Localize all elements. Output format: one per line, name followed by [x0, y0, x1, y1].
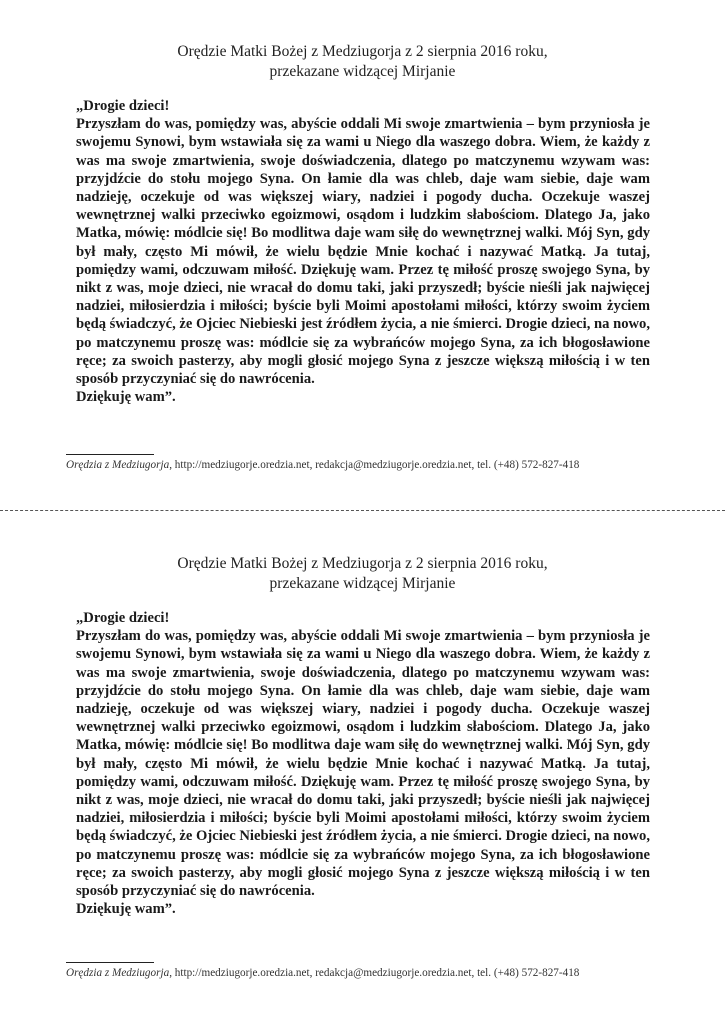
page-title: [0, 554, 725, 594]
footnote-source: Orędzia z Medziugorja: [66, 459, 170, 471]
footnote: [66, 458, 579, 472]
footnote-divider: [66, 454, 154, 455]
title-line-2: przekazane widzącej Mirjanie: [269, 575, 456, 592]
message-closing: Dziękuję wam”.: [76, 901, 176, 918]
footnote-source: Orędzia z Medziugorja: [66, 967, 170, 979]
message-greeting: „Drogie dzieci!: [76, 98, 170, 114]
leaflet-top: [0, 0, 725, 511]
cut-line-divider: [0, 510, 725, 511]
title-line-1: Orędzie Matki Bożej z Medziugorja z 2 sierpnia 2016 roku,: [177, 43, 548, 60]
page-title: [0, 42, 725, 82]
message-body: Przyszłam do was, pomiędzy was, abyście oddali Mi swoje zmartwienia – bym przyniosła je swojemu Synowi, bym wstawiała się za wami u Niego dla waszego dobra. Wiem, że każdy z was ma swoje zmartwienia, swoje doświadczenia, dlatego po matczynemu wzywam was: przyjdźcie do stołu mojego Syna. On łamie dla was chleb, daje wam siebie, daje wam nadzieję, oczekuje od was większej wiary, nadziei i pogody ducha. Oczekuje waszej wewnętrznej walki przeciwko egoizmowi, osądom i ludzkim słabościom. Dlatego Ja, jako Matka, mówię: módlcie się! Bo modlitwa daje wam siłę do wewnętrznej walki. Mój Syn, gdy był mały, często Mi mówił, że wielu będzie Mnie kochać i nazywać Matką. Ja tutaj, pomiędzy wami, odczuwam miłość. Dziękuję wam. Przez tę miłość proszę swojego Syna, by nikt z was, moje dzieci, nie wracał do domu taki, jaki przyszedł; byście nieśli jak najwięcej nadziei, miłosierdzia i miłości; byście byli Moimi apostołami miłości, którzy swoim życiem będą świadczyć, że Ojciec Niebieski jest źródłem życia, a nie śmierci. Drogie dzieci, na nowo, po matczynemu proszę was: módlcie się za wybrańców mojego Syna, za ich błogosławione ręce; za swoich pasterzy, aby mogli głosić mojego Syna z jeszcze większą miłością i w ten sposób przyczyniać się do nawrócenia.: [76, 116, 650, 388]
message-text: [76, 97, 650, 406]
footnote-contact: , http://medziugorje.oredzia.net, redakcja@medziugorje.oredzia.net, tel. (+48) 572-827-418: [169, 967, 580, 979]
message-greeting: „Drogie dzieci!: [76, 610, 170, 626]
footnote-contact: , http://medziugorje.oredzia.net, redakcja@medziugorje.oredzia.net, tel. (+48) 572-827-418: [169, 459, 580, 471]
message-body: Przyszłam do was, pomiędzy was, abyście oddali Mi swoje zmartwienia – bym przyniosła je swojemu Synowi, bym wstawiała się za wami u Niego dla waszego dobra. Wiem, że każdy z was ma swoje zmartwienia, swoje doświadczenia, dlatego po matczynemu wzywam was: przyjdźcie do stołu mojego Syna. On łamie dla was chleb, daje wam siebie, daje wam nadzieję, oczekuje od was większej wiary, nadziei i pogody ducha. Oczekuje waszej wewnętrznej walki przeciwko egoizmowi, osądom i ludzkim słabościom. Dlatego Ja, jako Matka, mówię: módlcie się! Bo modlitwa daje wam siłę do wewnętrznej walki. Mój Syn, gdy był mały, często Mi mówił, że wielu będzie Mnie kochać i nazywać Matką. Ja tutaj, pomiędzy wami, odczuwam miłość. Dziękuję wam. Przez tę miłość proszę swojego Syna, by nikt z was, moje dzieci, nie wracał do domu taki, jaki przyszedł; byście nieśli jak najwięcej nadziei, miłosierdzia i miłości; byście byli Moimi apostołami miłości, którzy swoim życiem będą świadczyć, że Ojciec Niebieski jest źródłem życia, a nie śmierci. Drogie dzieci, na nowo, po matczynemu proszę was: módlcie się za wybrańców mojego Syna, za ich błogosławione ręce; za swoich pasterzy, aby mogli głosić mojego Syna z jeszcze większą miłością i w ten sposób przyczyniać się do nawrócenia.: [76, 628, 650, 900]
title-line-1: Orędzie Matki Bożej z Medziugorja z 2 sierpnia 2016 roku,: [177, 555, 548, 572]
leaflet-bottom: [0, 512, 725, 1024]
message-closing: Dziękuję wam”.: [76, 389, 176, 406]
footnote-divider: [66, 962, 154, 963]
message-text: [76, 609, 650, 918]
title-line-2: przekazane widzącej Mirjanie: [269, 63, 456, 80]
footnote: [66, 966, 579, 980]
